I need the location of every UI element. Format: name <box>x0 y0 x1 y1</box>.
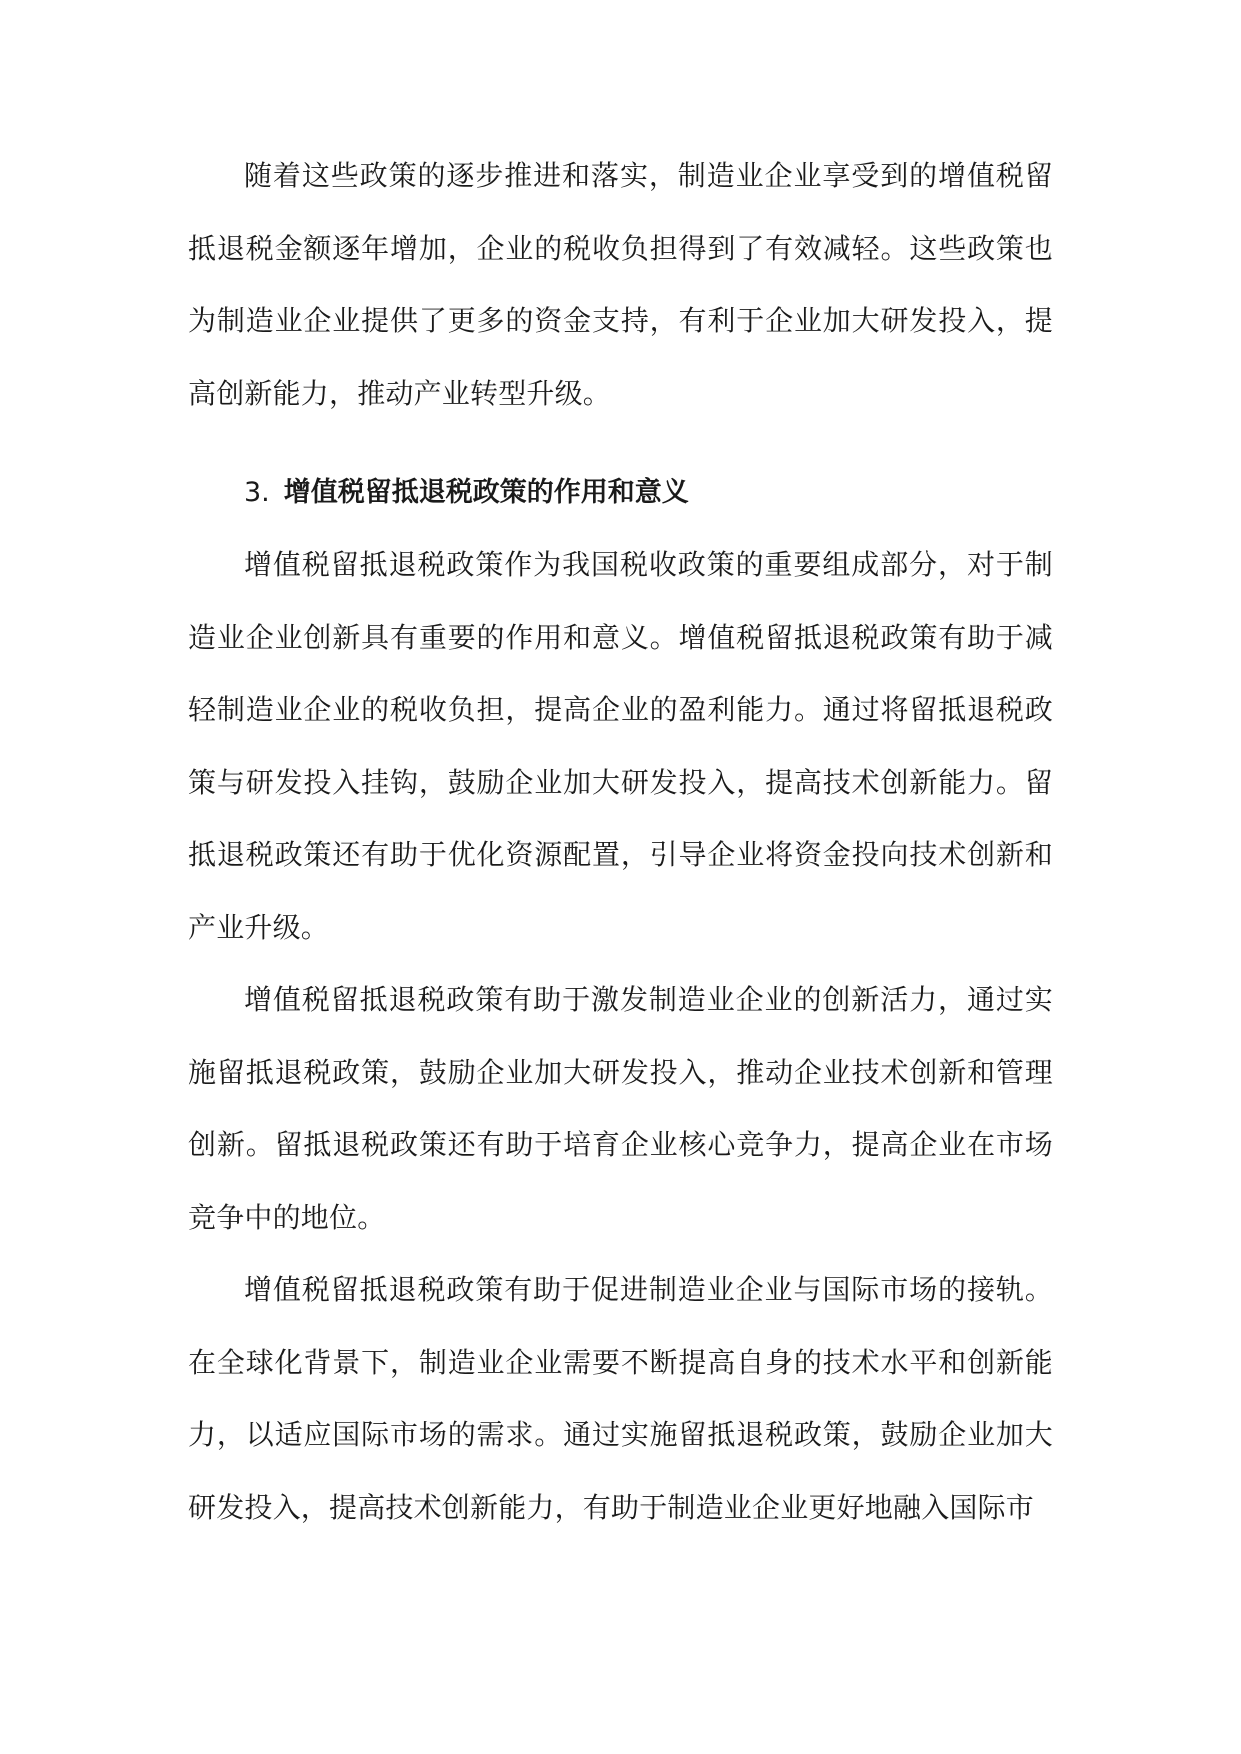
body-paragraph: 增值税留抵退税政策作为我国税收政策的重要组成部分，对于制造业企业创新具有重要的作用和意义。增值税留抵退税政策有助于减轻制造业企业的税收负担，提高企业的盈利能力。通过将留抵退税政策与研发投入挂钩，鼓励企业加大研发投入，提高技术创新能力。留抵退税政策还有助于优化资源配置，引导企业将资金投向技术创新和产业升级。 <box>188 548 1053 944</box>
section-title: 增值税留抵退税政策的作用和意义 <box>283 477 689 508</box>
section-number: 3. <box>244 477 270 508</box>
section-heading <box>188 457 1053 529</box>
body-paragraph: 增值税留抵退税政策有助于激发制造业企业的创新活力，通过实施留抵退税政策，鼓励企业加大研发投入，推动企业技术创新和管理创新。留抵退税政策还有助于培育企业核心竞争力，提高企业在市场竞争中的地位。 <box>188 983 1053 1234</box>
document-body <box>188 140 1053 1544</box>
body-paragraph: 增值税留抵退税政策有助于促进制造业企业与国际市场的接轨。在全球化背景下，制造业企业需要不断提高自身的技术水平和创新能力，以适应国际市场的需求。通过实施留抵退税政策，鼓励企业加大研发投入，提高技术创新能力，有助于制造业企业更好地融入国际市 <box>188 1273 1053 1524</box>
body-paragraph: 随着这些政策的逐步推进和落实，制造业企业享受到的增值税留抵退税金额逐年增加，企业的税收负担得到了有效减轻。这些政策也为制造业企业提供了更多的资金支持，有利于企业加大研发投入，提高创新能力，推动产业转型升级。 <box>188 159 1053 410</box>
